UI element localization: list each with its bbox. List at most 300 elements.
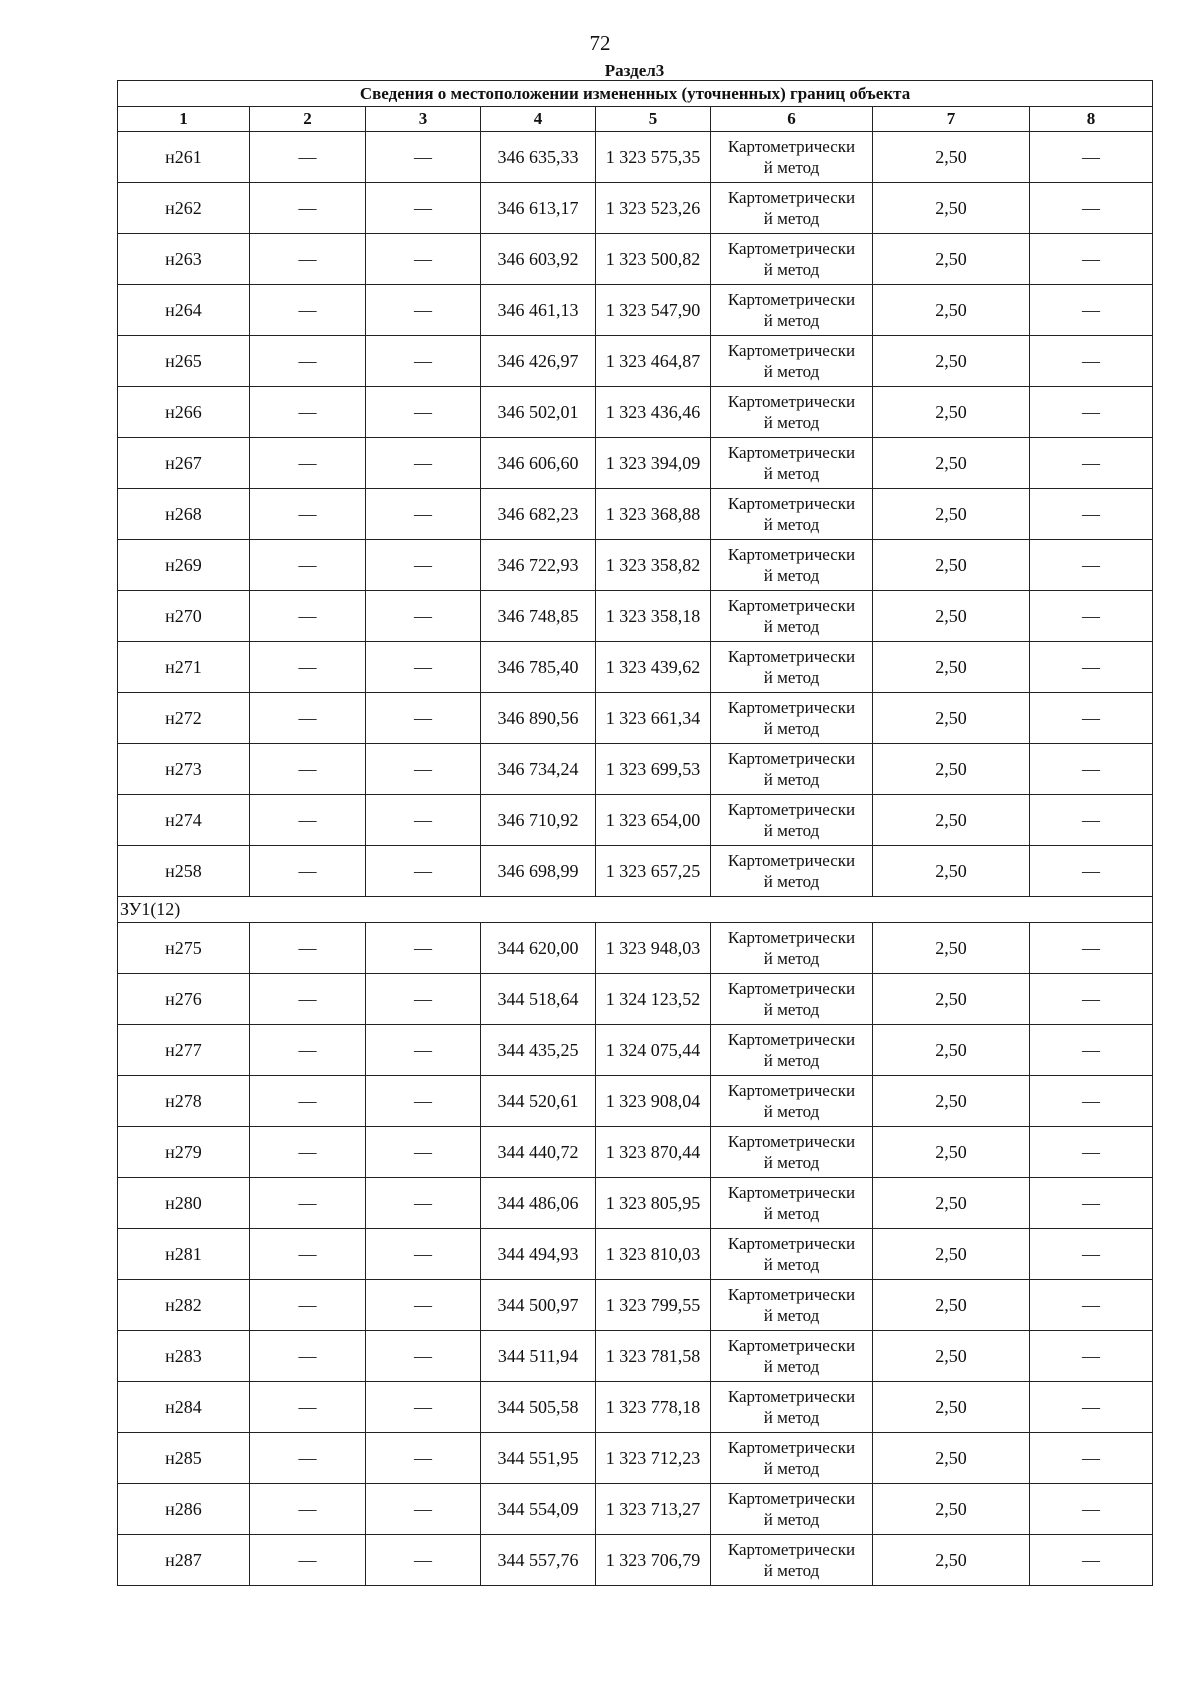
method-cell [711, 795, 873, 846]
table-row [118, 974, 1153, 1025]
method-line: Картометрически [727, 239, 856, 258]
x-coordinate-cell: 344 557,76 [481, 1535, 596, 1586]
method-line: й метод [763, 821, 820, 840]
accuracy-cell: 2,50 [873, 744, 1030, 795]
dash-cell: — [1030, 183, 1153, 234]
method-line: Картометрически [727, 137, 856, 156]
point-id-cell: н274 [118, 795, 250, 846]
method-line: й метод [763, 1204, 820, 1223]
dash-cell: — [1030, 591, 1153, 642]
dash-cell: — [250, 1025, 366, 1076]
table-row [118, 489, 1153, 540]
dash-cell: — [366, 1229, 481, 1280]
dash-cell: — [250, 489, 366, 540]
point-id-cell: н267 [118, 438, 250, 489]
method-line: Картометрически [727, 1081, 856, 1100]
method-line: й метод [763, 1000, 820, 1019]
method-cell [711, 489, 873, 540]
column-number: 1 [118, 107, 250, 132]
column-number-row [118, 107, 1153, 132]
accuracy-cell: 2,50 [873, 795, 1030, 846]
document-body [117, 62, 1152, 1586]
dash-cell: — [366, 1280, 481, 1331]
table-row [118, 387, 1153, 438]
table-row [118, 1076, 1153, 1127]
dash-cell: — [366, 540, 481, 591]
table-row [118, 1178, 1153, 1229]
method-line: Картометрически [727, 545, 856, 564]
column-number: 7 [873, 107, 1030, 132]
accuracy-cell: 2,50 [873, 1127, 1030, 1178]
dash-cell: — [1030, 923, 1153, 974]
table-row [118, 591, 1153, 642]
accuracy-cell: 2,50 [873, 336, 1030, 387]
dash-cell: — [250, 540, 366, 591]
method-cell [711, 183, 873, 234]
table-row [118, 1382, 1153, 1433]
table-row [118, 183, 1153, 234]
dash-cell: — [250, 1382, 366, 1433]
dash-cell: — [366, 1025, 481, 1076]
method-cell [711, 1535, 873, 1586]
method-line: й метод [763, 872, 820, 891]
table-row [118, 1484, 1153, 1535]
method-line: й метод [763, 566, 820, 585]
y-coordinate-cell: 1 323 661,34 [596, 693, 711, 744]
point-id-cell: н270 [118, 591, 250, 642]
group-row [118, 897, 1153, 923]
point-id-cell: н282 [118, 1280, 250, 1331]
method-line: Картометрически [727, 290, 856, 309]
method-line: Картометрически [727, 749, 856, 768]
table-row [118, 336, 1153, 387]
x-coordinate-cell: 346 603,92 [481, 234, 596, 285]
dash-cell: — [366, 1535, 481, 1586]
accuracy-cell: 2,50 [873, 1280, 1030, 1331]
method-line: й метод [763, 1051, 820, 1070]
dash-cell: — [366, 489, 481, 540]
method-cell [711, 1280, 873, 1331]
dash-cell: — [250, 1076, 366, 1127]
method-line: Картометрически [727, 1540, 856, 1559]
dash-cell: — [1030, 974, 1153, 1025]
y-coordinate-cell: 1 323 358,82 [596, 540, 711, 591]
method-line: Картометрически [727, 1030, 856, 1049]
dash-cell: — [250, 132, 366, 183]
point-id-cell: н263 [118, 234, 250, 285]
accuracy-cell: 2,50 [873, 183, 1030, 234]
method-line: Картометрически [727, 928, 856, 947]
point-id-cell: н278 [118, 1076, 250, 1127]
dash-cell: — [366, 1433, 481, 1484]
table-row [118, 846, 1153, 897]
dash-cell: — [1030, 1280, 1153, 1331]
y-coordinate-cell: 1 324 123,52 [596, 974, 711, 1025]
point-id-cell: н271 [118, 642, 250, 693]
x-coordinate-cell: 344 518,64 [481, 974, 596, 1025]
dash-cell: — [1030, 285, 1153, 336]
dash-cell: — [1030, 1331, 1153, 1382]
dash-cell: — [1030, 489, 1153, 540]
y-coordinate-cell: 1 323 547,90 [596, 285, 711, 336]
table-row [118, 1433, 1153, 1484]
dash-cell: — [250, 1535, 366, 1586]
accuracy-cell: 2,50 [873, 438, 1030, 489]
point-id-cell: н280 [118, 1178, 250, 1229]
dash-cell: — [366, 1178, 481, 1229]
method-line: Картометрически [727, 341, 856, 360]
point-id-cell: н266 [118, 387, 250, 438]
dash-cell: — [250, 234, 366, 285]
method-cell [711, 234, 873, 285]
method-line: Картометрически [727, 1183, 856, 1202]
method-line: й метод [763, 1102, 820, 1121]
dash-cell: — [250, 693, 366, 744]
method-cell [711, 923, 873, 974]
x-coordinate-cell: 344 520,61 [481, 1076, 596, 1127]
table-row [118, 285, 1153, 336]
x-coordinate-cell: 346 502,01 [481, 387, 596, 438]
y-coordinate-cell: 1 323 464,87 [596, 336, 711, 387]
dash-cell: — [1030, 387, 1153, 438]
dash-cell: — [250, 438, 366, 489]
x-coordinate-cell: 346 698,99 [481, 846, 596, 897]
dash-cell: — [1030, 540, 1153, 591]
group-label: ЗУ1(12) [118, 897, 1153, 923]
method-line: й метод [763, 668, 820, 687]
dash-cell: — [250, 387, 366, 438]
y-coordinate-cell: 1 323 805,95 [596, 1178, 711, 1229]
dash-cell: — [366, 795, 481, 846]
dash-cell: — [366, 336, 481, 387]
dash-cell: — [366, 1127, 481, 1178]
dash-cell: — [250, 1484, 366, 1535]
method-cell [711, 1484, 873, 1535]
dash-cell: — [366, 1484, 481, 1535]
point-id-cell: н273 [118, 744, 250, 795]
y-coordinate-cell: 1 323 500,82 [596, 234, 711, 285]
dash-cell: — [1030, 1229, 1153, 1280]
method-line: й метод [763, 1561, 820, 1580]
dash-cell: — [1030, 438, 1153, 489]
dash-cell: — [1030, 1025, 1153, 1076]
method-cell [711, 540, 873, 591]
dash-cell: — [366, 693, 481, 744]
accuracy-cell: 2,50 [873, 1382, 1030, 1433]
dash-cell: — [1030, 642, 1153, 693]
table-row [118, 923, 1153, 974]
y-coordinate-cell: 1 323 436,46 [596, 387, 711, 438]
y-coordinate-cell: 1 323 358,18 [596, 591, 711, 642]
method-line: Картометрически [727, 1438, 856, 1457]
dash-cell: — [1030, 1484, 1153, 1535]
dash-cell: — [250, 846, 366, 897]
table-row [118, 1127, 1153, 1178]
table-row [118, 1331, 1153, 1382]
method-line: Картометрически [727, 392, 856, 411]
table-row [118, 1280, 1153, 1331]
table-body [118, 81, 1153, 1586]
x-coordinate-cell: 344 486,06 [481, 1178, 596, 1229]
dash-cell: — [250, 285, 366, 336]
accuracy-cell: 2,50 [873, 923, 1030, 974]
method-line: й метод [763, 260, 820, 279]
method-line: Картометрически [727, 1489, 856, 1508]
method-line: й метод [763, 413, 820, 432]
accuracy-cell: 2,50 [873, 1484, 1030, 1535]
point-id-cell: н261 [118, 132, 250, 183]
column-number: 8 [1030, 107, 1153, 132]
dash-cell: — [366, 285, 481, 336]
y-coordinate-cell: 1 323 781,58 [596, 1331, 711, 1382]
point-id-cell: н287 [118, 1535, 250, 1586]
method-line: Картометрически [727, 800, 856, 819]
dash-cell: — [250, 336, 366, 387]
accuracy-cell: 2,50 [873, 1331, 1030, 1382]
dash-cell: — [250, 591, 366, 642]
y-coordinate-cell: 1 323 394,09 [596, 438, 711, 489]
point-id-cell: н258 [118, 846, 250, 897]
column-number: 5 [596, 107, 711, 132]
accuracy-cell: 2,50 [873, 387, 1030, 438]
point-id-cell: н286 [118, 1484, 250, 1535]
dash-cell: — [1030, 132, 1153, 183]
accuracy-cell: 2,50 [873, 974, 1030, 1025]
x-coordinate-cell: 346 748,85 [481, 591, 596, 642]
dash-cell: — [1030, 846, 1153, 897]
x-coordinate-cell: 346 734,24 [481, 744, 596, 795]
method-cell [711, 387, 873, 438]
column-number: 2 [250, 107, 366, 132]
dash-cell: — [1030, 795, 1153, 846]
x-coordinate-cell: 346 785,40 [481, 642, 596, 693]
method-cell [711, 974, 873, 1025]
x-coordinate-cell: 346 635,33 [481, 132, 596, 183]
column-number: 3 [366, 107, 481, 132]
dash-cell: — [366, 923, 481, 974]
dash-cell: — [1030, 234, 1153, 285]
table-row [118, 438, 1153, 489]
dash-cell: — [366, 183, 481, 234]
method-line: й метод [763, 1306, 820, 1325]
method-line: Картометрически [727, 188, 856, 207]
y-coordinate-cell: 1 323 810,03 [596, 1229, 711, 1280]
x-coordinate-cell: 344 511,94 [481, 1331, 596, 1382]
dash-cell: — [366, 744, 481, 795]
dash-cell: — [250, 642, 366, 693]
method-line: Картометрически [727, 494, 856, 513]
method-cell [711, 1382, 873, 1433]
method-cell [711, 285, 873, 336]
method-line: й метод [763, 1510, 820, 1529]
method-line: й метод [763, 209, 820, 228]
dash-cell: — [250, 1331, 366, 1382]
method-line: Картометрически [727, 647, 856, 666]
dash-cell: — [1030, 1433, 1153, 1484]
dash-cell: — [250, 183, 366, 234]
method-cell [711, 1433, 873, 1484]
x-coordinate-cell: 344 440,72 [481, 1127, 596, 1178]
method-cell [711, 132, 873, 183]
method-line: Картометрически [727, 698, 856, 717]
method-line: Картометрически [727, 443, 856, 462]
table-row [118, 132, 1153, 183]
method-line: й метод [763, 362, 820, 381]
accuracy-cell: 2,50 [873, 540, 1030, 591]
method-line: й метод [763, 1408, 820, 1427]
table-row [118, 1229, 1153, 1280]
accuracy-cell: 2,50 [873, 1229, 1030, 1280]
dash-cell: — [366, 642, 481, 693]
y-coordinate-cell: 1 323 706,79 [596, 1535, 711, 1586]
dash-cell: — [1030, 693, 1153, 744]
dash-cell: — [366, 1331, 481, 1382]
point-id-cell: н277 [118, 1025, 250, 1076]
method-cell [711, 846, 873, 897]
table-row [118, 1535, 1153, 1586]
method-line: Картометрически [727, 1234, 856, 1253]
method-line: й метод [763, 158, 820, 177]
x-coordinate-cell: 344 435,25 [481, 1025, 596, 1076]
method-line: Картометрически [727, 979, 856, 998]
dash-cell: — [366, 234, 481, 285]
method-line: й метод [763, 1459, 820, 1478]
method-cell [711, 1331, 873, 1382]
y-coordinate-cell: 1 323 657,25 [596, 846, 711, 897]
x-coordinate-cell: 344 505,58 [481, 1382, 596, 1433]
dash-cell: — [250, 1178, 366, 1229]
table-caption: Сведения о местоположении измененных (уточненных) границ объекта [118, 81, 1153, 107]
x-coordinate-cell: 344 620,00 [481, 923, 596, 974]
point-id-cell: н279 [118, 1127, 250, 1178]
accuracy-cell: 2,50 [873, 285, 1030, 336]
dash-cell: — [1030, 1382, 1153, 1433]
method-line: й метод [763, 1153, 820, 1172]
column-number: 4 [481, 107, 596, 132]
point-id-cell: н272 [118, 693, 250, 744]
y-coordinate-cell: 1 323 713,27 [596, 1484, 711, 1535]
method-cell [711, 1025, 873, 1076]
table-row [118, 234, 1153, 285]
table-row [118, 744, 1153, 795]
method-cell [711, 1229, 873, 1280]
method-line: Картометрически [727, 596, 856, 615]
x-coordinate-cell: 346 461,13 [481, 285, 596, 336]
method-line: Картометрически [727, 1132, 856, 1151]
method-line: й метод [763, 617, 820, 636]
dash-cell: — [250, 923, 366, 974]
accuracy-cell: 2,50 [873, 1433, 1030, 1484]
method-line: Картометрически [727, 1387, 856, 1406]
table-row [118, 795, 1153, 846]
dash-cell: — [1030, 1535, 1153, 1586]
y-coordinate-cell: 1 323 368,88 [596, 489, 711, 540]
y-coordinate-cell: 1 323 439,62 [596, 642, 711, 693]
method-cell [711, 1178, 873, 1229]
accuracy-cell: 2,50 [873, 591, 1030, 642]
x-coordinate-cell: 344 551,95 [481, 1433, 596, 1484]
dash-cell: — [1030, 1178, 1153, 1229]
method-cell [711, 336, 873, 387]
x-coordinate-cell: 344 494,93 [481, 1229, 596, 1280]
x-coordinate-cell: 346 426,97 [481, 336, 596, 387]
table-row [118, 540, 1153, 591]
x-coordinate-cell: 344 554,09 [481, 1484, 596, 1535]
method-cell [711, 642, 873, 693]
x-coordinate-cell: 346 682,23 [481, 489, 596, 540]
method-line: й метод [763, 1357, 820, 1376]
dash-cell: — [250, 1433, 366, 1484]
y-coordinate-cell: 1 323 523,26 [596, 183, 711, 234]
point-id-cell: н264 [118, 285, 250, 336]
dash-cell: — [1030, 336, 1153, 387]
y-coordinate-cell: 1 323 712,23 [596, 1433, 711, 1484]
dash-cell: — [366, 1076, 481, 1127]
point-id-cell: н268 [118, 489, 250, 540]
dash-cell: — [250, 1280, 366, 1331]
method-cell [711, 591, 873, 642]
y-coordinate-cell: 1 323 778,18 [596, 1382, 711, 1433]
method-line: й метод [763, 311, 820, 330]
method-line: Картометрически [727, 851, 856, 870]
accuracy-cell: 2,50 [873, 489, 1030, 540]
dash-cell: — [250, 744, 366, 795]
y-coordinate-cell: 1 323 699,53 [596, 744, 711, 795]
point-id-cell: н284 [118, 1382, 250, 1433]
y-coordinate-cell: 1 323 870,44 [596, 1127, 711, 1178]
method-line: й метод [763, 770, 820, 789]
dash-cell: — [366, 974, 481, 1025]
method-cell [711, 693, 873, 744]
method-line: й метод [763, 464, 820, 483]
y-coordinate-cell: 1 323 908,04 [596, 1076, 711, 1127]
method-line: Картометрически [727, 1285, 856, 1304]
dash-cell: — [250, 1127, 366, 1178]
page-number: 72 [589, 31, 611, 55]
y-coordinate-cell: 1 323 799,55 [596, 1280, 711, 1331]
table-caption-row [118, 81, 1153, 107]
method-cell [711, 744, 873, 795]
table-row [118, 642, 1153, 693]
method-cell [711, 1127, 873, 1178]
method-line: й метод [763, 949, 820, 968]
boundary-coordinates-table [117, 80, 1153, 1586]
point-id-cell: н275 [118, 923, 250, 974]
table-row [118, 693, 1153, 744]
y-coordinate-cell: 1 324 075,44 [596, 1025, 711, 1076]
dash-cell: — [366, 132, 481, 183]
point-id-cell: н283 [118, 1331, 250, 1382]
accuracy-cell: 2,50 [873, 132, 1030, 183]
y-coordinate-cell: 1 323 575,35 [596, 132, 711, 183]
dash-cell: — [250, 1229, 366, 1280]
column-number: 6 [711, 107, 873, 132]
accuracy-cell: 2,50 [873, 642, 1030, 693]
x-coordinate-cell: 346 890,56 [481, 693, 596, 744]
accuracy-cell: 2,50 [873, 846, 1030, 897]
dash-cell: — [366, 846, 481, 897]
dash-cell: — [1030, 1076, 1153, 1127]
accuracy-cell: 2,50 [873, 1178, 1030, 1229]
accuracy-cell: 2,50 [873, 693, 1030, 744]
dash-cell: — [366, 591, 481, 642]
table-row [118, 1025, 1153, 1076]
x-coordinate-cell: 346 710,92 [481, 795, 596, 846]
dash-cell: — [366, 438, 481, 489]
accuracy-cell: 2,50 [873, 1076, 1030, 1127]
x-coordinate-cell: 346 606,60 [481, 438, 596, 489]
y-coordinate-cell: 1 323 654,00 [596, 795, 711, 846]
